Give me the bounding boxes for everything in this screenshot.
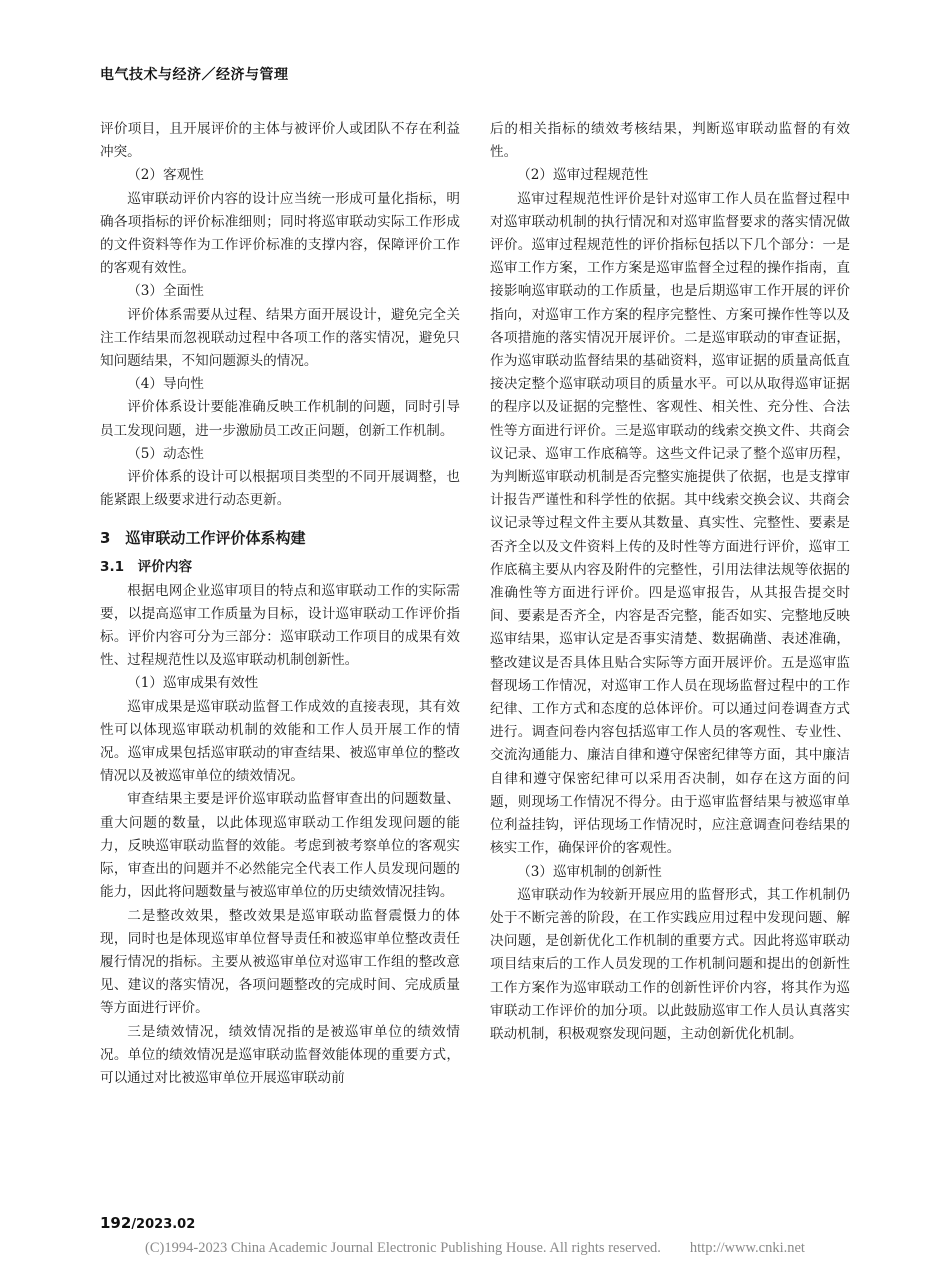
paragraph: 巡审过程规范性评价是针对巡审工作人员在监督过程中对巡审联动机制的执行情况和对巡审监督要求的落实情况做评价。巡审过程规范性的评价指标包括以下几个部分：一是巡审工作方案，工作方案是巡审监督全过程的操作指南，直接影响巡审联动的工作质量，也是后期巡审工作开展的评价指向，对巡审工作方案的程序完整性、方案可操作性等以及各项措施的落实情况开展评价。二是巡审联动的审查证据，作为巡审联动监督结果的基础资料，巡审证据的质量高低直接决定整个巡审联动项目的质量水平。可以从取得巡审证据的程序以及证据的完整性、客观性、相关性、充分性、合法性等方面进行评价。三是巡审联动的线索交换文件、共商会议记录、巡审工作底稿等。这些文件记录了整个巡审历程，为判断巡审联动机制是否完整实施提供了依据，也是支撑审计报告严谨性和科学性的依据。其中线索交换会议、共商会议记录等过程文件主要从其数量、真实性、完整性、要素是否齐全以及文件资料上传的及时性等方面进行评价，巡审工作底稿主要从内容及附件的完整性，引用法律法规等依据的准确性等方面进行评价。四是巡审报告，从其报告提交时间、要素是否齐全，内容是否完整，能否如实、完整地反映巡审结果，巡审认定是否事实清楚、数据确凿、表述准确，整改建议是否具体且贴合实际等方面开展评价。五是巡审监督现场工作情况，对巡审工作人员在现场监督过程中的工作纪律、工作方式和态度的总体评价。可以通过问卷调查方式进行。调查问卷内容包括巡审工作人员的客观性、专业性、交流沟通能力、廉洁自律和遵守保密纪律等方面，其中廉洁自律和遵守保密纪律可以采用否决制，如存在这方面的问题，则现场工作情况不得分。由于巡审监督结果与被巡审单位利益挂钩，评估现场工作情况时，应注意调查问卷结果的核实工作，确保评价的客观性。 (490, 190, 850, 857)
right-column (490, 118, 850, 1046)
running-title: 电气技术与经济／经济与管理 (100, 67, 289, 83)
paragraph: 巡审联动评价内容的设计应当统一形成可量化指标，明确各项指标的评价标准细则；同时将巡审联动实际工作形成的文件资料等作为工作评价标准的支撑内容，保障评价工作的客观有效性。 (100, 190, 460, 277)
left-column (100, 118, 460, 1090)
paragraph: 巡审联动作为较新开展应用的监督形式，其工作机制仍处于不断完善的阶段，在工作实践应用过程中发现问题、解决问题，是创新优化工作机制的重要方式。因此将巡审联动项目结束后的工作人员发现的工作机制问题和提出的创新性工作方案作为巡审联动工作的创新性评价内容，将其作为巡审联动工作评价的加分项。以此鼓励巡审工作人员认真落实联动机制，积极观察发现问题，主动创新优化机制。 (490, 886, 850, 1042)
paragraph: 评价体系设计要能准确反映工作机制的问题，同时引导员工发现问题，进一步激励员工改正问题，创新工作机制。 (100, 399, 460, 439)
item-heading: （3）全面性 (127, 283, 204, 300)
subsection-title: 3.1 评价内容 (100, 559, 193, 576)
copyright-notice: (C)1994-2023 China Academic Journal Electronic Publishing House. All rights reserved. http://www.cnki.net (145, 1240, 805, 1256)
paragraph: 巡审成果是巡审联动监督工作成效的直接表现，其有效性可以体现巡审联动机制的效能和工作人员开展工作的情况。巡审成果包括巡审联动的审查结果、被巡审单位的整改情况以及被巡审单位的绩效情况。 (100, 698, 460, 785)
item-heading: （2）客观性 (127, 167, 204, 184)
item-heading: （5）动态性 (127, 445, 204, 462)
item-heading: （2）巡审过程规范性 (517, 167, 649, 184)
page-folio (100, 1214, 195, 1232)
item-heading: （3）巡审机制的创新性 (517, 863, 662, 880)
paragraph: 根据电网企业巡审项目的特点和巡审联动工作的实际需要，以提高巡审工作质量为目标，设计巡审联动工作评价指标。评价内容可分为三部分：巡审联动工作项目的成果有效性、过程规范性以及巡审联动机制创新性。 (100, 582, 460, 669)
section-title: 3 巡审联动工作评价体系构建 (100, 529, 306, 548)
paragraph: 评价项目，且开展评价的主体与被评价人或团队不存在利益冲突。 (100, 121, 460, 161)
paragraph: 三是绩效情况，绩效情况指的是被巡审单位的绩效情况。单位的绩效情况是巡审联动监督效能体现的重要方式，可以通过对比被巡审单位开展巡审联动前 (100, 1023, 460, 1086)
paragraph: 评价体系的设计可以根据项目类型的不同开展调整，也能紧跟上级要求进行动态更新。 (100, 469, 460, 509)
paragraph: 评价体系需要从过程、结果方面开展设计，避免完全关注工作结果而忽视联动过程中各项工作的落实情况，避免只知问题结果，不知问题源头的情况。 (100, 306, 460, 370)
issue-number: /2023.02 (131, 1217, 196, 1232)
item-heading: （4）导向性 (127, 376, 204, 393)
page-number: 192 (100, 1214, 132, 1232)
paragraph: 二是整改效果，整改效果是巡审联动监督震慑力的体现，同时也是体现巡审单位督导责任和被巡审单位整改责任履行情况的指标。主要从被巡审单位对巡审工作组的整改意见、建议的落实情况，各项问题整改的完成时间、完成质量等方面进行评价。 (100, 907, 460, 1017)
paragraph: 审查结果主要是评价巡审联动监督审查出的问题数量、重大问题的数量，以此体现巡审联动工作组发现问题的能力，反映巡审联动监督的效能。考虑到被考察单位的客观实际，审查出的问题并不必然能完全代表工作人员发现问题的能力，因此将问题数量与被巡审单位的历史绩效情况挂钩。 (100, 791, 460, 901)
item-heading: （1）巡审成果有效性 (127, 675, 259, 692)
paragraph: 后的相关指标的绩效考核结果，判断巡审联动监督的有效性。 (490, 121, 850, 161)
